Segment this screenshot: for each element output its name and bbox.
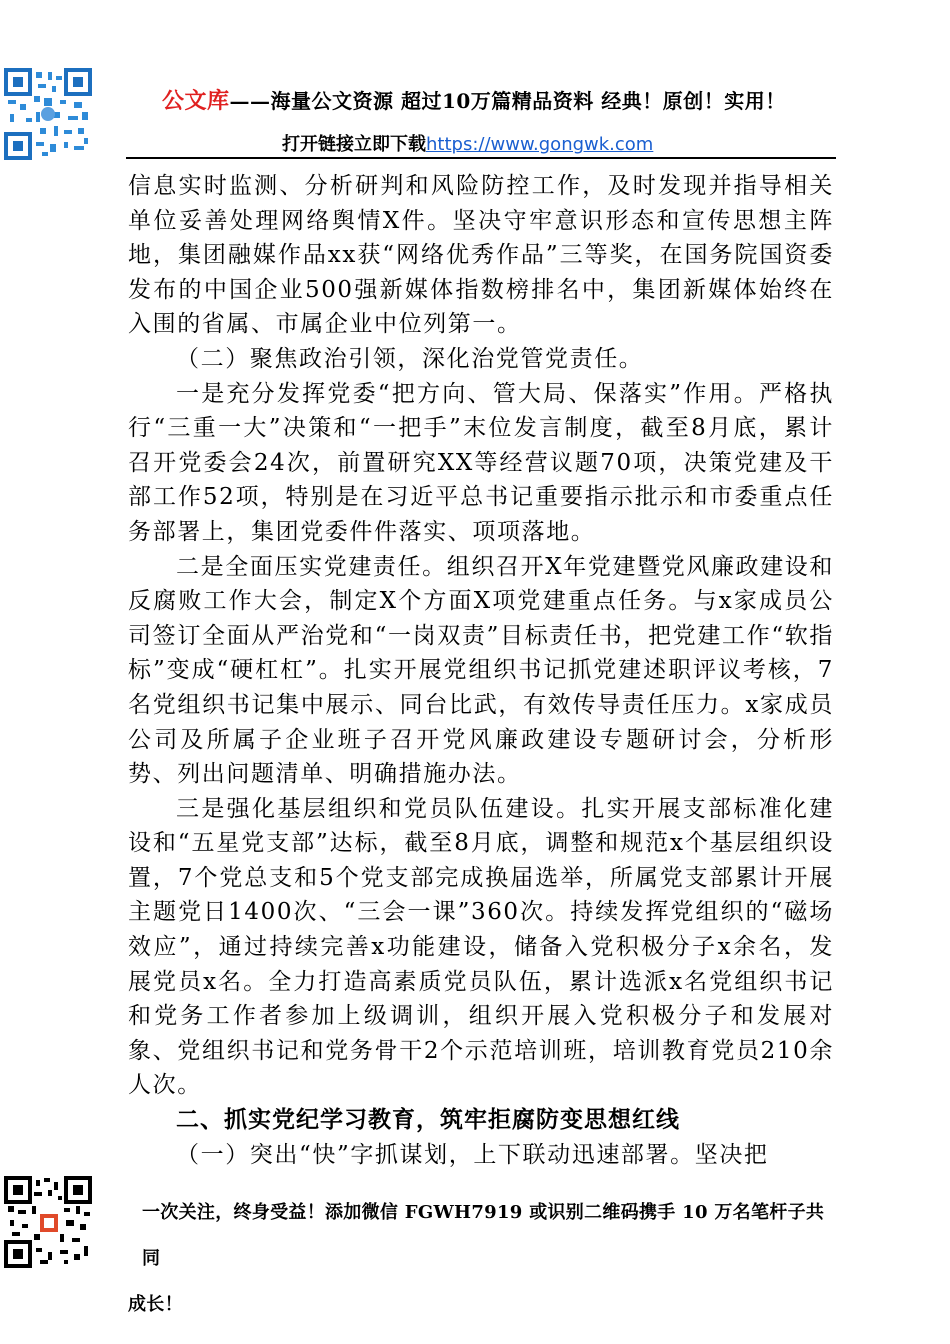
section-heading-2: 二、抓实党纪学习教育，筑牢拒腐防变思想红线 [176,1107,680,1134]
qr-code-top[interactable] [4,68,92,160]
download-link[interactable]: https://www.gongwk.com [426,134,654,155]
qr-code-bottom[interactable] [4,1176,92,1268]
paragraph-continued: 信息实时监测、分析研判和风险防控工作，及时发现并指导相关单位妥善处理网络舆情X件。坚决守牢意识形态和宣传思想主阵地，集团融媒作品xx获“网络优秀作品”三等奖，在国务院国资委发布的中国企业500强新媒体指数榜排名中，集团新媒体始终在入围的省属、市属企业中位列第一。 [128,173,834,338]
header-divider [126,157,836,159]
download-prefix: 打开链接立即下载 [282,134,426,155]
header-banner [162,84,786,115]
header-slogan: ——海量公文资源 超过10万篇精品资料 经典！原创！实用！ [229,89,786,113]
download-line [282,130,653,156]
paragraph-point-1: 一是充分发挥党委“把方向、管大局、保落实”作用。严格执行“三重一大”决策和“一把手”末位发言制度，截至8月底，累计召开党委会24次，前置研究XX等经营议题70项，决策党建及干部工作52项，特别是在习近平总书记重要指示批示和市委重点任务部署上，集团党委件件落实、项项落地。 [128,380,834,545]
footer-line-2: 成长！ [128,1294,183,1315]
paragraph-subsection-1: （一）突出“快”字抓谋划，上下联动迅速部署。坚决把 [176,1141,769,1168]
document-body [128,169,834,1172]
paragraph-point-2: 二是全面压实党建责任。组织召开X年党建暨党风廉政建设和反腐败工作大会，制定X个方面X项党建重点任务。与x家成员公司签订全面从严治党和“一岗双责”目标责任书，把党建工作“软指标”变成“硬杠杠”。扎实开展党组织书记抓党建述职评议考核，7名党组织书记集中展示、同台比武，有效传导责任压力。x家成员公司及所属子企业班子召开党风廉政建设专题研讨会，分析形势、列出问题清单、明确措施办法。 [128,553,834,788]
footer-line-1: 一次关注，终身受益！添加微信 FGWH7919 或识别二维码携手 10 万名笔杆子共同 [142,1202,825,1269]
footer-promo [128,1190,834,1328]
section-subheading-2: （二）聚焦政治引领，深化治党管党责任。 [176,345,644,372]
paragraph-point-3: 三是强化基层组织和党员队伍建设。扎实开展支部标准化建设和“五星党支部”达标，截至8月底，调整和规范x个基层组织设置，7个党总支和5个党支部完成换届选举，所属党支部累计开展主题党日1400次、“三会一课”360次。持续发挥党组织的“磁场效应”，通过持续完善x功能建设，储备入党积极分子x余名，发展党员x名。全力打造高素质党员队伍，累计选派x名党组织书记和党务工作者参加上级调训，组织开展入党积极分子和发展对象、党组织书记和党务骨干2个示范培训班，培训教育党员210余人次。 [128,795,834,1099]
brand-name: 公文库 [162,88,230,114]
